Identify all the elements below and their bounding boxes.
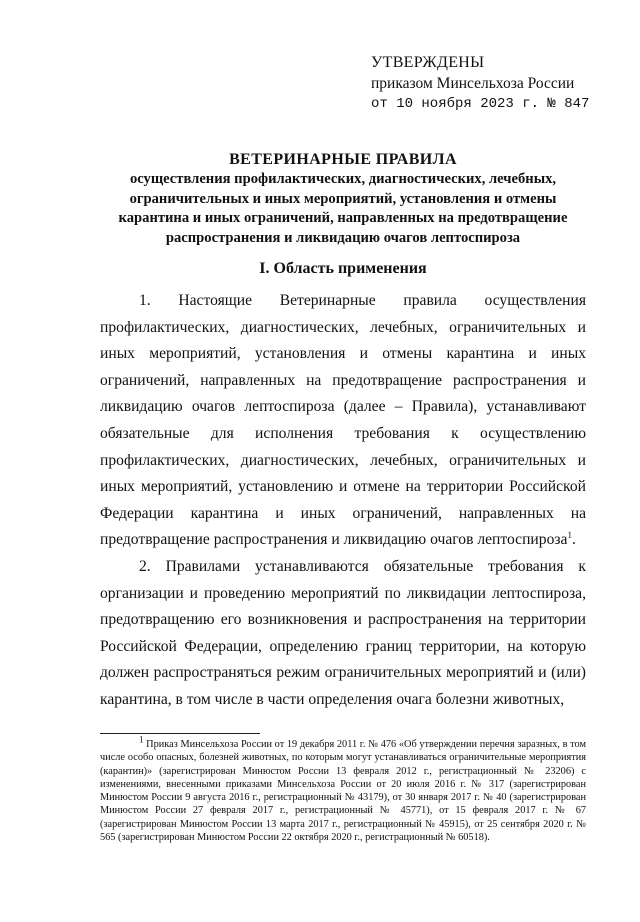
paragraph-1-end: . <box>571 531 576 549</box>
paragraph-2: 2. Правилами устанавливаются обязательные требования к организации и проведению мероприятий по ликвидации лептоспироза, предотвращению его возникновения и распространения на территории Российской Федерации, определению границ территории, на которую должен распространяться режим ограничительных мероприятий и (или) карантина, в том числе в части определения очага болезни животных, <box>100 557 586 708</box>
approval-stamp <box>371 52 631 115</box>
footnote-text: Приказ Минсельхоза России от 19 декабря 2011 г. № 476 «Об утверждении перечня заразных, в том числе особо опасных, болезней животных, по которым могут устанавливаться ограничительные мероприятия (карантин)» (зарегистрирован Минюстом России 13 февраля 2012 г., регистрационный № 23206) с изменениями, внесенными приказами Минсельхоза России от 20 июля 2016 г. № 317 (зарегистрирован Минюстом России 9 августа 2016 г., регистрационный № 43179), от 30 января 2017 г. № 40 (зарегистрирован Минюстом России 27 февраля 2017 г., регистрационный № 45771), от 15 февраля 2017 г. № 67 (зарегистрирован Минюстом России 13 марта 2017 г., регистрационный № 45915), от 25 сентября 2020 г. № 565 (зарегистрирован Минюстом России 22 октября 2020 г., регистрационный № 60518). <box>100 739 586 844</box>
document-title <box>100 150 586 248</box>
paragraph-1 <box>100 288 586 554</box>
approval-order: приказом Минсельхоза России <box>371 75 575 92</box>
footnote-divider <box>100 733 260 734</box>
approval-date-number: от 10 ноября 2023 г. № 847 <box>371 96 590 112</box>
footnote-body <box>100 734 586 844</box>
footnote-reference[interactable]: 1 <box>567 530 572 541</box>
body-text <box>100 288 586 714</box>
title-subtitle: осуществления профилактических, диагностических, лечебных, ограничительных и иных мероприятий, установления и отмены карантина и иных ограничений, направленных на предотвращение распространения и ликвидацию очагов лептоспироза <box>118 171 568 246</box>
approval-heading: УТВЕРЖДЕНЫ <box>371 54 485 71</box>
footnote-marker: 1 <box>139 734 144 745</box>
footnote <box>100 734 586 844</box>
paragraph-1-text: 1. Настоящие Ветеринарные правила осуществления профилактических, диагностических, лечебных, ограничительных и иных мероприятий, установления и отмены карантина и иных ограничений, направленных на предотвращение распространения и ликвидацию очагов лептоспироза (далее – Правила), устанавливают обязательные для исполнения требования к осуществлению профилактических, диагностических, лечебных, ограничительных и иных мероприятий, установлению и отмене на территории Российской Федерации карантина и иных ограничений, направленных на предотвращение распространения и ликвидацию очагов лептоспироза <box>100 292 586 549</box>
title-heading: ВЕТЕРИНАРНЫЕ ПРАВИЛА <box>229 151 457 168</box>
section-heading: I. Область применения <box>259 260 427 277</box>
